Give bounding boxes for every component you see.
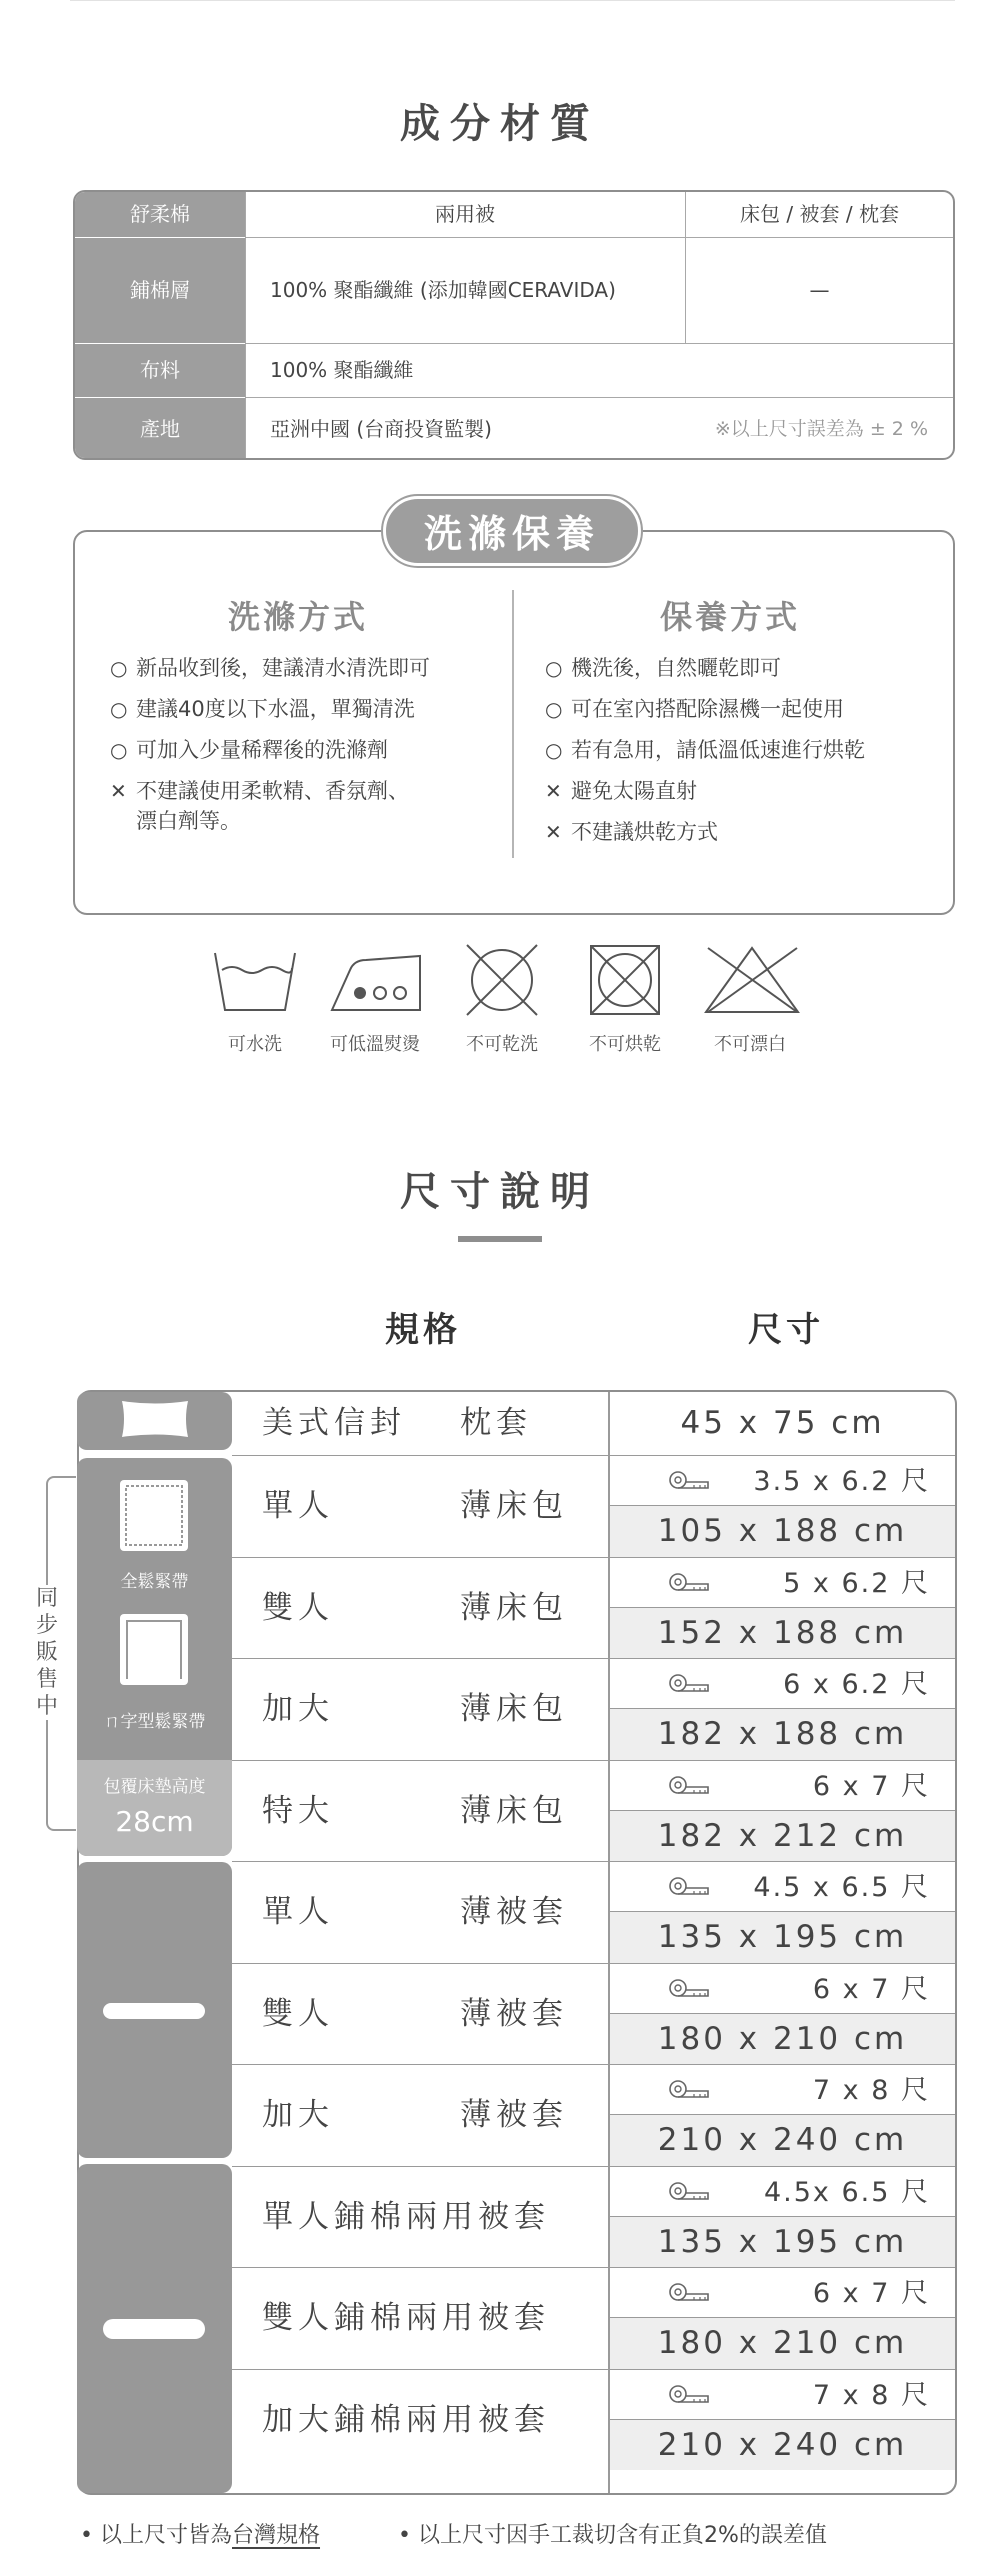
pillow-size: 45 x 75 cm: [680, 1405, 885, 1441]
bullet-icon: •: [398, 2523, 418, 2548]
footnote-left-underlined: 台灣規格: [232, 2523, 321, 2548]
row-divider: [232, 2064, 955, 2065]
tape-measure-icon: [668, 2179, 712, 2203]
size-chi: 6 x 7 尺: [812, 1770, 930, 1802]
row-divider: [232, 1963, 955, 1964]
row-name: 雙人鋪棉兩用被套: [262, 2300, 550, 2336]
footnote-right-text: 以上尺寸因手工裁切含有正負2%的誤差值: [417, 2523, 827, 2548]
wash-text: 可加入少量稀釋後的洗滌劑: [136, 738, 388, 762]
row-label-filling: 鋪棉層: [75, 238, 245, 343]
top-divider: [70, 0, 955, 1]
row-type: 薄床包: [460, 1589, 568, 1626]
circle-mark: ○: [545, 656, 563, 680]
tape-measure-icon: [668, 1874, 712, 1898]
quilt-icon: [103, 2319, 205, 2339]
cross-mark: ✕: [110, 779, 127, 803]
size-chi: 4.5 x 6.5 尺: [753, 1872, 930, 1903]
size-cm: 210 x 240 cm: [657, 2426, 908, 2463]
circle-mark: ○: [110, 697, 128, 721]
pillow-icon: [118, 1397, 192, 1441]
care-title: 洗滌保養: [383, 496, 641, 566]
header-col1: 兩用被: [435, 202, 495, 226]
tape-measure-icon: [668, 1570, 712, 1594]
u-elastic-label: ㄇ字型鬆緊帶: [103, 1712, 206, 1732]
duvet-cover-icon: [103, 2003, 205, 2019]
maintain-list: [545, 655, 945, 845]
icon-label: 可水洗: [228, 1034, 282, 1055]
circle-mark: ○: [110, 656, 128, 680]
size-chi: 6 x 7 尺: [812, 1973, 930, 2005]
row-divider: [232, 1760, 955, 1761]
row-name: 雙人: [262, 1589, 334, 1626]
filling-col2: —: [809, 278, 830, 302]
title-underline: [458, 1236, 542, 1242]
row-name: 單人: [262, 1894, 334, 1930]
composition-table: [73, 190, 955, 460]
size-cm: 210 x 240 cm: [657, 2122, 908, 2158]
maintain-text: 機洗後，自然曬乾即可: [571, 656, 781, 680]
circle-mark: ○: [545, 697, 563, 721]
wash-text: 建議40度以下水溫，單獨清洗: [136, 697, 415, 721]
tolerance-note: ※以上尺寸誤差為 ± 2 %: [714, 418, 928, 440]
wash-text: 不建議使用柔軟精、香氛劑、: [136, 779, 409, 803]
pillow-type: 枕套: [460, 1405, 532, 1441]
full-elastic-label: 全鬆緊帶: [120, 1572, 189, 1592]
size-chi: 6 x 7 尺: [812, 2278, 930, 2309]
washable-icon: [210, 948, 300, 1018]
row-divider: [232, 1861, 955, 1862]
size-chi: 7 x 8 尺: [812, 2379, 930, 2411]
tape-measure-icon: [668, 1671, 712, 1695]
footnote-right: [398, 2518, 827, 2549]
size-cm: 152 x 188 cm: [657, 1614, 908, 1651]
size-chi: 5 x 6.2 尺: [783, 1567, 930, 1599]
maintain-text: 避免太陽直射: [571, 779, 697, 803]
no-bleach-icon: [700, 940, 805, 1020]
tape-measure-icon: [668, 2382, 712, 2406]
row-type: 薄床包: [460, 1488, 568, 1524]
column-divider: [512, 590, 514, 858]
composition-title: 成分材質: [400, 101, 600, 147]
row-divider: [232, 1557, 955, 1558]
size-cm: 180 x 210 cm: [657, 2020, 908, 2057]
size-cm: 135 x 195 cm: [657, 1919, 908, 1955]
pillow-name: 美式信封: [262, 1405, 406, 1441]
row-name: 單人: [262, 1488, 334, 1524]
maintain-item: [545, 696, 945, 737]
row-label-origin: 產地: [75, 398, 245, 460]
low-iron-icon: [320, 948, 430, 1018]
fitted-sheet-full-icon: [118, 1478, 190, 1553]
icon-label: 不可漂白: [714, 1034, 786, 1055]
col-spec-heading: 規格: [385, 1310, 461, 1350]
row-type: 薄床包: [460, 1792, 568, 1829]
maintain-text: 可在室內搭配除濕機一起使用: [571, 697, 844, 721]
header-col2: 床包 / 被套 / 枕套: [740, 202, 899, 226]
maintain-item: [545, 778, 945, 819]
row-name: 單人鋪棉兩用被套: [262, 2198, 550, 2235]
fabric-col1: 100% 聚酯纖維: [270, 358, 414, 382]
tape-measure-icon: [668, 2077, 712, 2101]
bullet-icon: •: [80, 2523, 100, 2548]
size-chi: 7 x 8 尺: [812, 2075, 930, 2106]
size-cm: 180 x 210 cm: [657, 2325, 908, 2361]
wash-item: [110, 655, 500, 696]
cross-mark: ✕: [545, 820, 562, 844]
row-name: 加大: [262, 1691, 334, 1727]
maintain-item: [545, 819, 945, 845]
size-chi: 4.5x 6.5 尺: [763, 2176, 930, 2208]
row-label-fabric: 布料: [75, 344, 245, 397]
wash-item: [110, 696, 500, 737]
row-name: 特大: [262, 1792, 334, 1829]
wash-text: 新品收到後，建議清水清洗即可: [136, 656, 430, 680]
filling-col1: 100% 聚酯纖維 (添加韓國CERAVIDA): [270, 278, 616, 302]
header-label: 舒柔棉: [75, 192, 245, 237]
size-title: 尺寸說明: [400, 1169, 600, 1215]
origin-col1: 亞洲中國 (台商投資監製): [270, 417, 492, 441]
tape-measure-icon: [668, 1468, 712, 1492]
maintain-text: 若有急用，請低溫低速進行烘乾: [571, 738, 865, 762]
cross-mark: ✕: [545, 779, 562, 803]
wash-item: [110, 778, 500, 804]
tape-measure-icon: [668, 1976, 712, 2000]
row-name: 雙人: [262, 1995, 334, 2032]
row-type: 薄被套: [460, 1894, 568, 1930]
cover-height-value: 28cm: [115, 1805, 194, 1838]
side-note: 同步販售中: [36, 1586, 59, 1719]
circle-mark: ○: [545, 738, 563, 762]
maintain-item: [545, 737, 945, 778]
row-type: 薄被套: [460, 1995, 568, 2032]
size-chi: 3.5 x 6.2 尺: [753, 1466, 930, 1497]
wash-text-cont: 漂白劑等。: [136, 809, 241, 833]
size-cm: 135 x 195 cm: [657, 2223, 908, 2260]
maintain-title: 保養方式: [660, 598, 801, 636]
wash-title: 洗滌方式: [228, 598, 369, 636]
cover-height-label: 包覆床墊高度: [103, 1777, 206, 1797]
tape-measure-icon: [668, 1773, 712, 1797]
row-type: 薄被套: [460, 2097, 568, 2133]
fitted-sheet-u-icon: [118, 1612, 190, 1687]
wash-list: [110, 655, 500, 834]
circle-mark: ○: [110, 738, 128, 762]
row-type: 薄床包: [460, 1691, 568, 1727]
maintain-text: 不建議烘乾方式: [571, 820, 718, 844]
row-name: 加大: [262, 2097, 334, 2133]
row-divider: [232, 1658, 955, 1659]
wash-item: [110, 737, 500, 778]
no-dry-clean-icon: [462, 940, 542, 1020]
maintain-item: [545, 655, 945, 696]
footnote-left: [80, 2518, 320, 2549]
col-size-heading: 尺寸: [748, 1310, 824, 1350]
icon-label: 可低溫熨燙: [330, 1034, 420, 1055]
icon-label: 不可乾洗: [466, 1034, 538, 1055]
size-cm: 182 x 212 cm: [657, 1817, 908, 1854]
row-name: 加大鋪棉兩用被套: [262, 2401, 550, 2438]
icon-label: 不可烘乾: [589, 1034, 661, 1055]
row-divider: [232, 1455, 955, 1456]
no-tumble-dry-icon: [585, 940, 665, 1020]
footnote-left-text: 以上尺寸皆為: [99, 2523, 232, 2548]
size-cm: 182 x 188 cm: [657, 1716, 908, 1752]
tape-measure-icon: [668, 2280, 712, 2304]
size-cm: 105 x 188 cm: [657, 1513, 908, 1549]
size-chi: 6 x 6.2 尺: [783, 1669, 930, 1700]
